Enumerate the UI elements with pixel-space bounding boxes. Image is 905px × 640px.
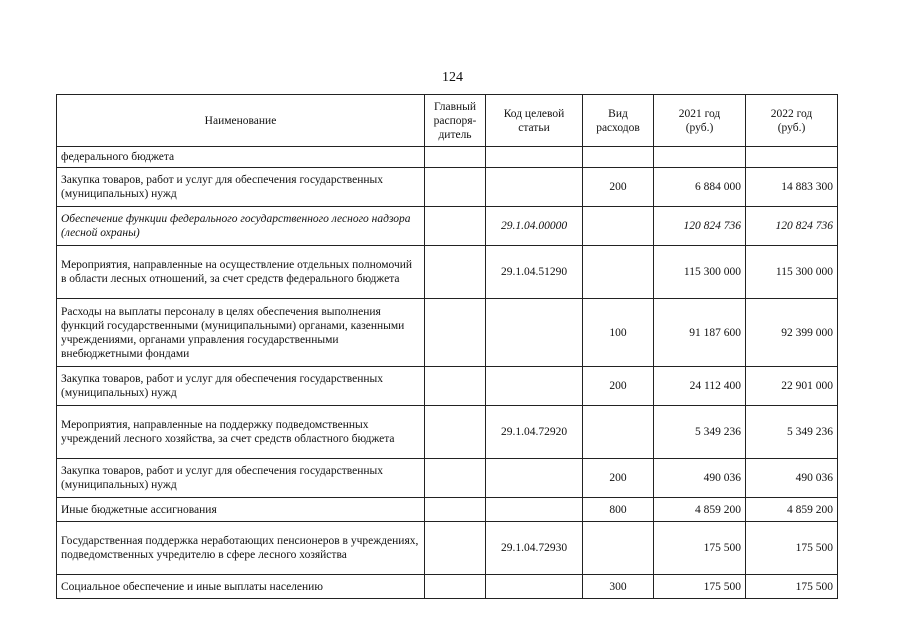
row-code <box>486 459 583 498</box>
header-code: Код целевой статьи <box>486 95 583 147</box>
row-name: Социальное обеспечение и иные выплаты населению <box>57 575 425 599</box>
row-name: Закупка товаров, работ и услуг для обеспечения государственных (муниципальных) нужд <box>57 168 425 207</box>
row-code: 29.1.04.72920 <box>486 406 583 459</box>
table-row <box>57 246 838 299</box>
row-2021: 4 859 200 <box>654 498 746 522</box>
row-name: Закупка товаров, работ и услуг для обеспечения государственных (муниципальных) нужд <box>57 459 425 498</box>
header-kind: Вид расходов <box>583 95 654 147</box>
page-number: 124 <box>442 70 463 85</box>
row-2022: 115 300 000 <box>746 246 838 299</box>
row-code: 29.1.04.72930 <box>486 522 583 575</box>
row-name: федерального бюджета <box>57 147 425 168</box>
row-manager <box>425 207 486 246</box>
row-2022: 175 500 <box>746 522 838 575</box>
table-row <box>57 575 838 599</box>
row-2021: 6 884 000 <box>654 168 746 207</box>
row-kind: 200 <box>583 168 654 207</box>
table-header-row <box>57 95 838 147</box>
table-row <box>57 459 838 498</box>
row-manager <box>425 246 486 299</box>
row-name: Расходы на выплаты персоналу в целях обеспечения выполнения функций государственными (муниципальными) органами, казенными учреждениями, органами управления государственными внебюджетными фондами <box>57 299 425 367</box>
row-manager <box>425 406 486 459</box>
row-2021: 490 036 <box>654 459 746 498</box>
table-row <box>57 498 838 522</box>
row-code: 29.1.04.00000 <box>486 207 583 246</box>
row-manager <box>425 299 486 367</box>
table-row <box>57 406 838 459</box>
row-kind: 800 <box>583 498 654 522</box>
table-row <box>57 522 838 575</box>
row-kind <box>583 207 654 246</box>
row-name: Обеспечение функции федерального государственного лесного надзора (лесной охраны) <box>57 207 425 246</box>
header-manager: Главный распоря- дитель <box>425 95 486 147</box>
row-2021 <box>654 147 746 168</box>
row-2022: 14 883 300 <box>746 168 838 207</box>
row-code <box>486 575 583 599</box>
row-kind <box>583 147 654 168</box>
row-2022: 22 901 000 <box>746 367 838 406</box>
row-kind <box>583 522 654 575</box>
row-kind: 200 <box>583 459 654 498</box>
row-2021: 24 112 400 <box>654 367 746 406</box>
row-kind: 100 <box>583 299 654 367</box>
row-name: Иные бюджетные ассигнования <box>57 498 425 522</box>
row-2022: 92 399 000 <box>746 299 838 367</box>
budget-table <box>56 94 838 599</box>
row-2022: 4 859 200 <box>746 498 838 522</box>
row-kind: 300 <box>583 575 654 599</box>
row-manager <box>425 367 486 406</box>
row-2021: 115 300 000 <box>654 246 746 299</box>
row-kind <box>583 406 654 459</box>
row-2021: 175 500 <box>654 522 746 575</box>
row-2022 <box>746 147 838 168</box>
row-manager <box>425 147 486 168</box>
row-2022: 175 500 <box>746 575 838 599</box>
row-kind: 200 <box>583 367 654 406</box>
table-row <box>57 147 838 168</box>
row-kind <box>583 246 654 299</box>
row-2022: 490 036 <box>746 459 838 498</box>
table-row <box>57 207 838 246</box>
row-2021: 120 824 736 <box>654 207 746 246</box>
row-2021: 5 349 236 <box>654 406 746 459</box>
row-code <box>486 168 583 207</box>
row-code: 29.1.04.51290 <box>486 246 583 299</box>
row-name: Закупка товаров, работ и услуг для обеспечения государственных (муниципальных) нужд <box>57 367 425 406</box>
row-2022: 5 349 236 <box>746 406 838 459</box>
row-2021: 91 187 600 <box>654 299 746 367</box>
row-name: Государственная поддержка неработающих пенсионеров в учреждениях, подведомственных учредителю в сфере лесного хозяйства <box>57 522 425 575</box>
row-code <box>486 367 583 406</box>
row-manager <box>425 575 486 599</box>
row-manager <box>425 522 486 575</box>
header-2022: 2022 год (руб.) <box>746 95 838 147</box>
row-code <box>486 147 583 168</box>
table-row <box>57 299 838 367</box>
table-row <box>57 367 838 406</box>
row-code <box>486 299 583 367</box>
row-name: Мероприятия, направленные на осуществление отдельных полномочий в области лесных отношений, за счет средств федерального бюджета <box>57 246 425 299</box>
table-row <box>57 168 838 207</box>
row-name: Мероприятия, направленные на поддержку подведомственных учреждений лесного хозяйства, за счет средств областного бюджета <box>57 406 425 459</box>
header-2021: 2021 год (руб.) <box>654 95 746 147</box>
row-manager <box>425 498 486 522</box>
row-2021: 175 500 <box>654 575 746 599</box>
header-name: Наименование <box>57 95 425 147</box>
row-manager <box>425 459 486 498</box>
row-code <box>486 498 583 522</box>
row-2022: 120 824 736 <box>746 207 838 246</box>
row-manager <box>425 168 486 207</box>
